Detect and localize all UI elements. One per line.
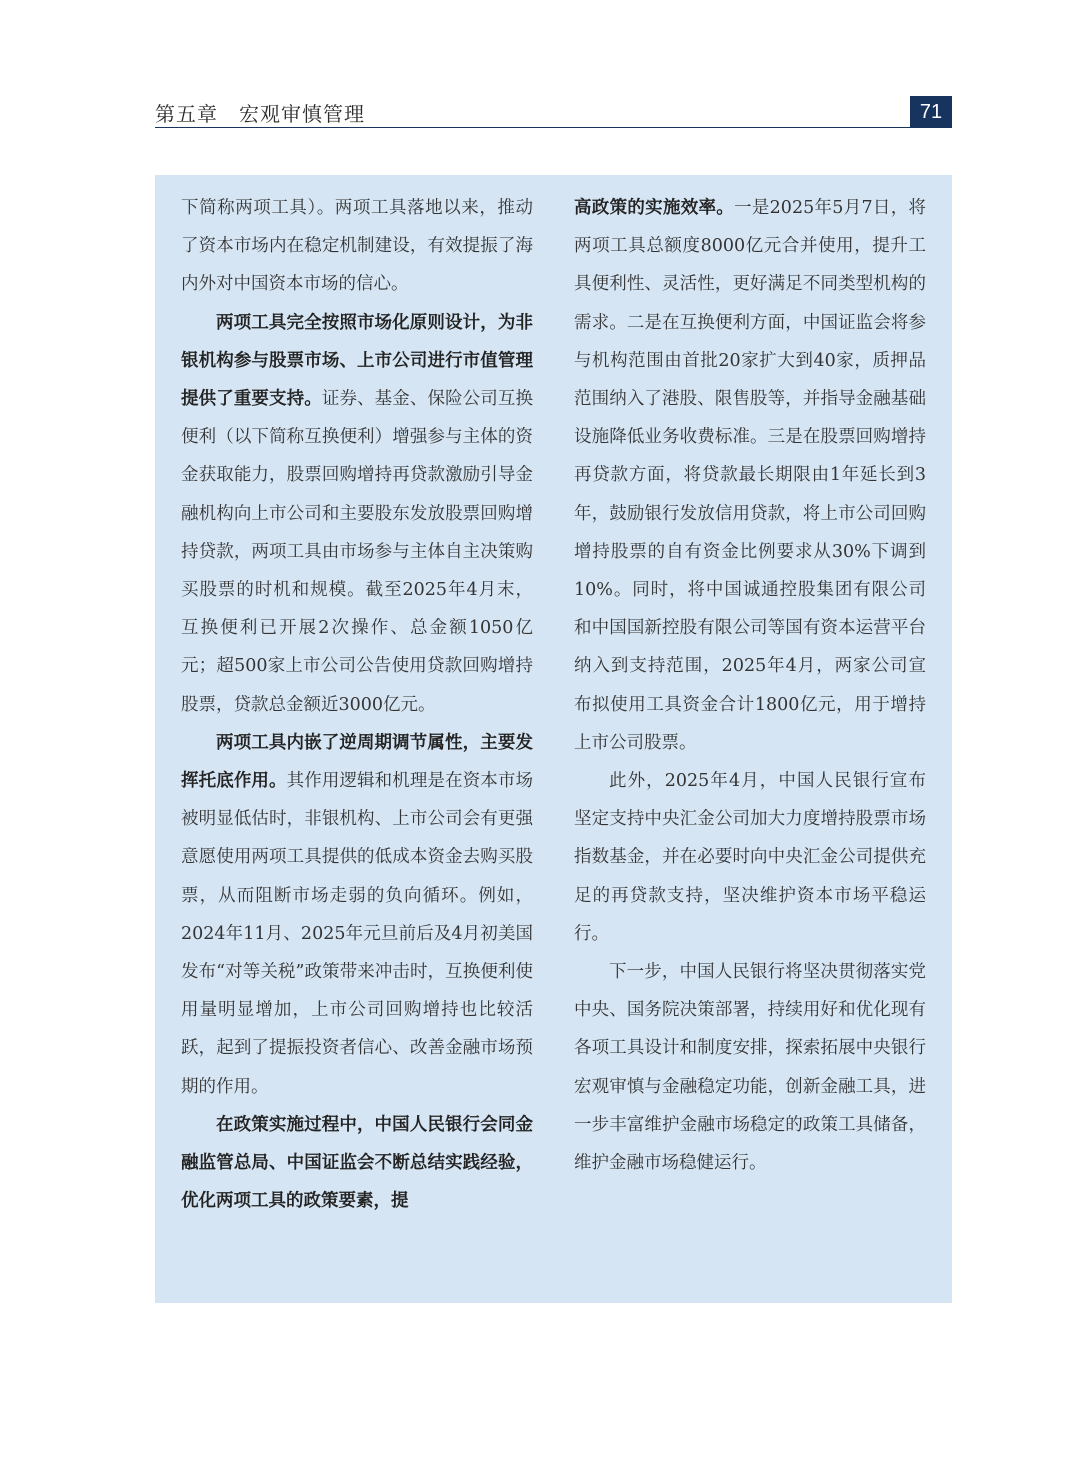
paragraph-lead: 两项工具完全按照市场化原则设计，为非银机构参与股票市场、上市公司进行市值管理提供了重要支持。 (181, 312, 533, 410)
paragraph (181, 1106, 533, 1221)
paragraph: 下简称两项工具）。两项工具落地以来，推动了资本市场内在稳定机制建设，有效提振了海内外对中国资本市场的信心。 (181, 198, 533, 295)
paragraph-body: 其作用逻辑和机理是在资本市场被明显低估时，非银机构、上市公司会有更强意愿使用两项工具提供的低成本资金去购买股票，从而阻断市场走弱的负向循环。例如，2024年11月、2025年元旦前后及4月初美国发布“对等关税”政策带来冲击时，互换便利使用量明显增加，上市公司回购增持也比较活跃，起到了提振投资者信心、改善金融市场预期的作用。 (181, 771, 534, 1097)
paragraph: 下一步，中国人民银行将坚决贯彻落实党中央、国务院决策部署，持续用好和优化现有各项工具设计和制度安排，探索拓展中央银行宏观审慎与金融稳定功能，创新金融工具，进一步丰富维护金融市场稳定的政策工具储备，维护金融市场稳健运行。 (574, 962, 926, 1174)
chapter-title: 第五章 宏观审慎管理 (155, 102, 365, 126)
paragraph (181, 724, 533, 1106)
paragraph (181, 304, 533, 724)
paragraph-lead: 在政策实施过程中，中国人民银行会同金融监管总局、中国证监会不断总结实践经验，优化两项工具的政策要素，提 (181, 1114, 533, 1212)
paragraph: 此外，2025年4月，中国人民银行宣布坚定支持中央汇金公司加大力度增持股票市场指数基金，并在必要时向中央汇金公司提供充足的再贷款支持，坚决维护资本市场平稳运行。 (574, 771, 926, 944)
paragraph (574, 189, 926, 762)
paragraph-lead: 两项工具内嵌了逆周期调节属性，主要发挥托底作用。 (181, 732, 533, 792)
page-header (155, 96, 952, 130)
right-column (574, 189, 926, 1182)
text-box-panel (155, 175, 952, 1303)
header-divider (155, 127, 910, 128)
paragraph-body: 证券、基金、保险公司互换便利（以下简称互换便利）增强参与主体的资金获取能力，股票回购增持再贷款激励引导金融机构向上市公司和主要股东发放股票回购增持贷款，两项工具由市场参与主体自主决策购买股票的时机和规模。截至2025年4月末，互换便利已开展2次操作、总金额1050亿元；超500家上市公司公告使用贷款回购增持股票，贷款总金额近3000亿元。 (181, 389, 534, 715)
paragraph-lead: 高政策的实施效率。 (574, 198, 735, 218)
left-column (181, 189, 533, 1220)
page-number-badge: 71 (910, 96, 952, 128)
paragraph-body: 一是2025年5月7日，将两项工具总额度8000亿元合并使用，提升工具便利性、灵活性，更好满足不同类型机构的需求。二是在互换便利方面，中国证监会将参与机构范围由首批20家扩大到40家，质押品范围纳入了港股、限售股等，并指导金融基础设施降低业务收费标准。三是在股票回购增持再贷款方面，将贷款最长期限由1年延长到3年，鼓励银行发放信用贷款，将上市公司回购增持股票的自有资金比例要求从30%下调到10%。同时，将中国诚通控股集团有限公司和中国国新控股有限公司等国有资本运营平台纳入到支持范围，2025年4月，两家公司宣布拟使用工具资金合计1800亿元，用于增持上市公司股票。 (574, 198, 926, 753)
